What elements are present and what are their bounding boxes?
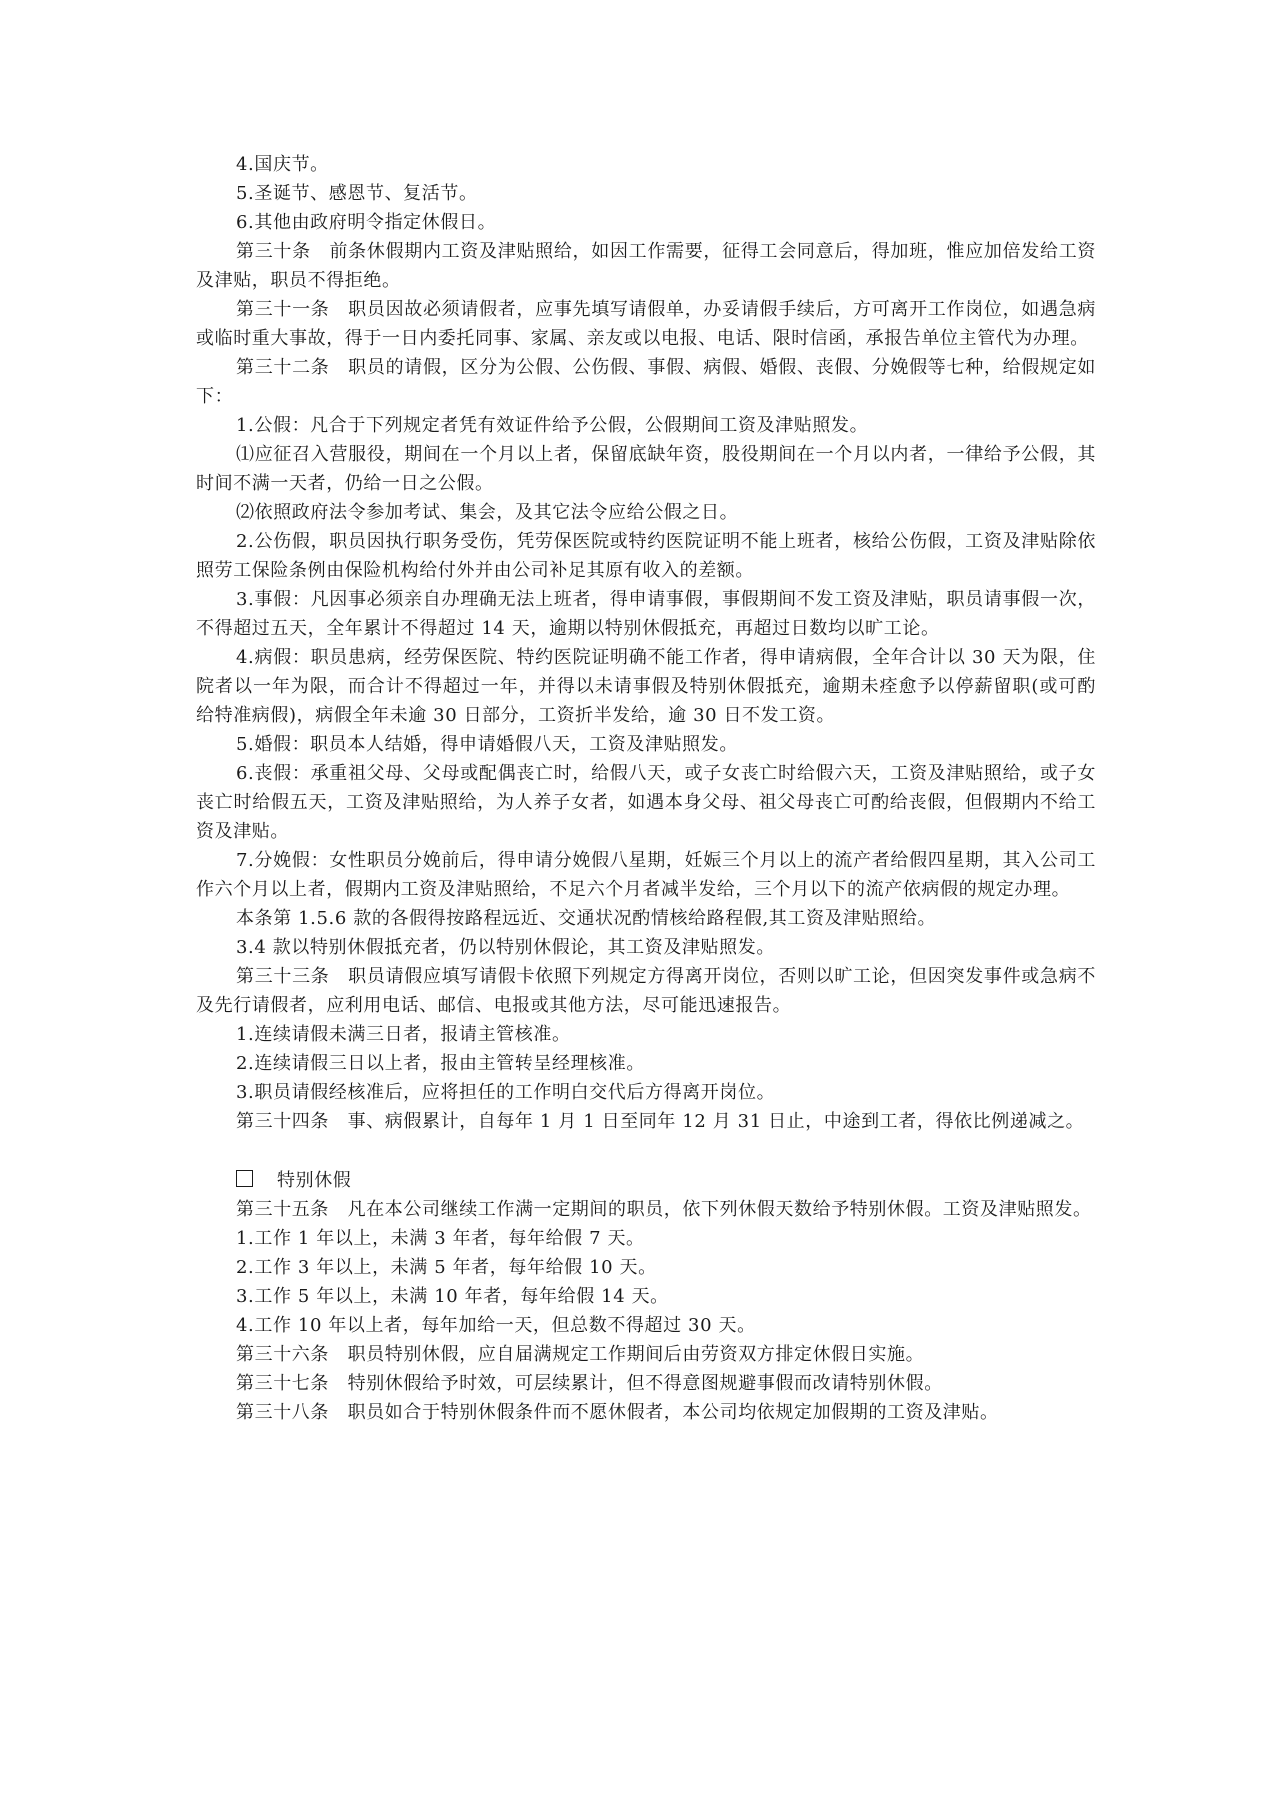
article-36-paragraph: 第三十六条 职员特别休假，应自届满规定工作期间后由劳资双方排定休假日实施。 [236,1344,925,1365]
article-31-paragraph: 第三十一条 职员因故必须请假者，应事先填写请假单，办妥请假手续后，方可离开工作岗位，如遇急病或临时重大事故，得于一日内委托同事、家属、亲友或以电报、电话、限时信函，承报告单位主管代为办理。 [196,299,1096,349]
paragraph: 3.4 款以特别休假抵充者，仍以特别休假论，其工资及津贴照发。 [236,937,775,958]
paragraph: 4.病假：职员患病，经劳保医院、特约医院证明确不能工作者，得申请病假，全年合计以 30 天为限，住院者以一年为限，而合计不得超过一年，并得以未请事假及特别休假抵充，逾期未痊愈予以停薪留职(或可酌给特准病假)，病假全年未逾 30 日部分，工资折半发给，逾 30 日不发工资。 [196,647,1096,726]
document-body [196,150,1096,1427]
section-heading-label: 特别休假 [277,1170,352,1191]
section-heading [196,1166,1096,1195]
paragraph: 6.丧假：承重祖父母、父母或配偶丧亡时，给假八天，或子女丧亡时给假六天，工资及津贴照给，或子女丧亡时给假五天，工资及津贴照给，为人养子女者，如遇本身父母、祖父母丧亡可酌给丧假，但假期内不给工资及津贴。 [196,763,1096,842]
paragraph: 1.连续请假未满三日者，报请主管核准。 [236,1024,571,1045]
paragraph: 2.工作 3 年以上，未满 5 年者，每年给假 10 天。 [236,1257,657,1278]
paragraph: 7.分娩假：女性职员分娩前后，得申请分娩假八星期，妊娠三个月以上的流产者给假四星期，其入公司工作六个月以上者，假期内工资及津贴照给，不足六个月者减半发给，三个月以下的流产依病假的规定办理。 [196,850,1096,900]
section-spacer [196,1136,1096,1166]
article-38-paragraph: 第三十八条 职员如合于特别休假条件而不愿休假者，本公司均依规定加假期的工资及津贴。 [236,1402,999,1423]
paragraph: 4.工作 10 年以上者，每年加给一天，但总数不得超过 30 天。 [236,1315,756,1336]
paragraph: 2.公伤假，职员因执行职务受伤，凭劳保医院或特约医院证明不能上班者，核给公伤假，工资及津贴除依照劳工保险条例由保险机构给付外并由公司补足其原有收入的差额。 [196,531,1096,581]
paragraph: 1.工作 1 年以上，未满 3 年者，每年给假 7 天。 [236,1228,645,1249]
paragraph: 3.事假：凡因事必须亲自办理确无法上班者，得申请事假，事假期间不发工资及津贴，职员请事假一次，不得超过五天，全年累计不得超过 14 天，逾期以特别休假抵充，再超过日数均以旷工论。 [196,589,1096,639]
paragraph: 3.职员请假经核准后，应将担任的工作明白交代后方得离开岗位。 [236,1082,776,1103]
article-35-paragraph: 第三十五条 凡在本公司继续工作满一定期间的职员，依下列休假天数给予特别休假。工资及津贴照发。 [236,1199,1092,1220]
paragraph: 6.其他由政府明令指定休假日。 [236,212,497,233]
article-33-paragraph: 第三十三条 职员请假应填写请假卡依照下列规定方得离开岗位，否则以旷工论，但因突发事件或急病不及先行请假者，应利用电话、邮信、电报或其他方法，尽可能迅速报告。 [196,966,1096,1016]
paragraph: 4.国庆节。 [236,154,329,175]
article-34-paragraph: 第三十四条 事、病假累计，自每年 1 月 1 日至同年 12 月 31 日止，中途到工者，得依比例递减之。 [236,1111,1085,1132]
paragraph: 3.工作 5 年以上，未满 10 年者，每年给假 14 天。 [236,1286,669,1307]
paragraph: 1.公假：凡合于下列规定者凭有效证件给予公假，公假期间工资及津贴照发。 [236,415,869,436]
paragraph: 本条第 1.5.6 款的各假得按路程远近、交通状况酌情核给路程假,其工资及津贴照给。 [236,908,937,929]
article-30-paragraph: 第三十条 前条休假期内工资及津贴照给，如因工作需要，征得工会同意后，得加班，惟应加倍发给工资及津贴，职员不得拒绝。 [196,241,1096,291]
paragraph: 2.连续请假三日以上者，报由主管转呈经理核准。 [236,1053,645,1074]
article-32-paragraph: 第三十二条 职员的请假，区分为公假、公伤假、事假、病假、婚假、丧假、分娩假等七种，给假规定如下： [196,357,1096,407]
article-37-paragraph: 第三十七条 特别休假给予时效，可层续累计，但不得意图规避事假而改请特别休假。 [236,1373,943,1394]
paragraph: ⑴应征召入营服役，期间在一个月以上者，保留底缺年资，股役期间在一个月以内者，一律给予公假，其时间不满一天者，仍给一日之公假。 [196,444,1096,494]
paragraph: 5.圣诞节、感恩节、复活节。 [236,183,478,204]
paragraph: ⑵依照政府法令参加考试、集会，及其它法令应给公假之日。 [236,502,739,523]
paragraph: 5.婚假：职员本人结婚，得申请婚假八天，工资及津贴照发。 [236,734,738,755]
checkbox-square-icon [236,1170,253,1187]
